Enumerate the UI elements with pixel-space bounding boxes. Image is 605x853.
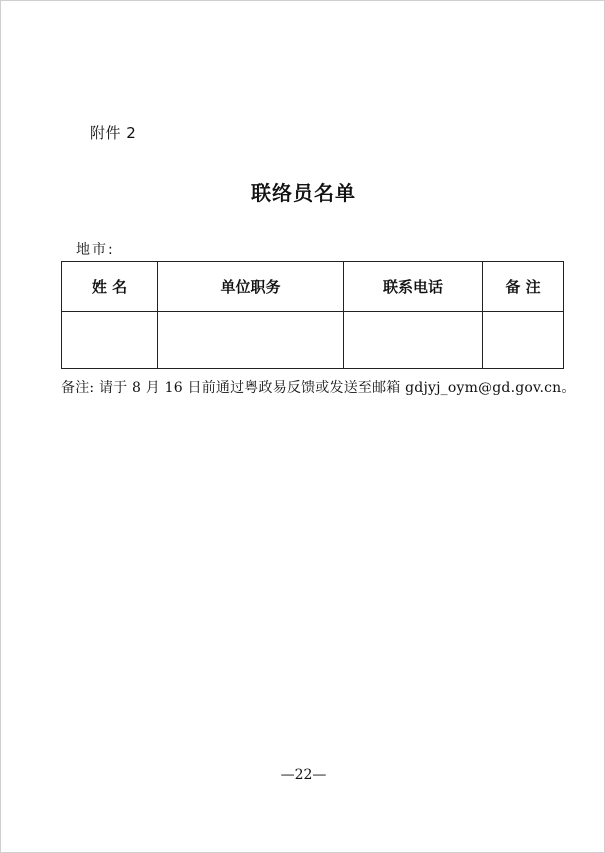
table-header-row [62, 262, 564, 312]
city-label: 地市: [76, 242, 115, 258]
header-phone: 联系电话 [344, 262, 483, 312]
attachment-label: 附件 2 [90, 124, 137, 142]
contacts-table [61, 261, 564, 369]
cell-unit-position[interactable] [158, 312, 344, 369]
cell-remark[interactable] [483, 312, 564, 369]
cell-phone[interactable] [344, 312, 483, 369]
cell-name[interactable] [62, 312, 158, 369]
page-number: —22— [280, 767, 327, 783]
header-remark: 备 注 [483, 262, 564, 312]
document-title: 联络员名单 [251, 181, 356, 205]
header-unit-position: 单位职务 [158, 262, 344, 312]
note-text: 备注: 请于 8 月 16 日前通过粤政易反馈或发送至邮箱 gdjyj_oym@gd.gov.cn。 [61, 380, 576, 396]
header-name: 姓 名 [62, 262, 158, 312]
table-row [62, 312, 564, 369]
